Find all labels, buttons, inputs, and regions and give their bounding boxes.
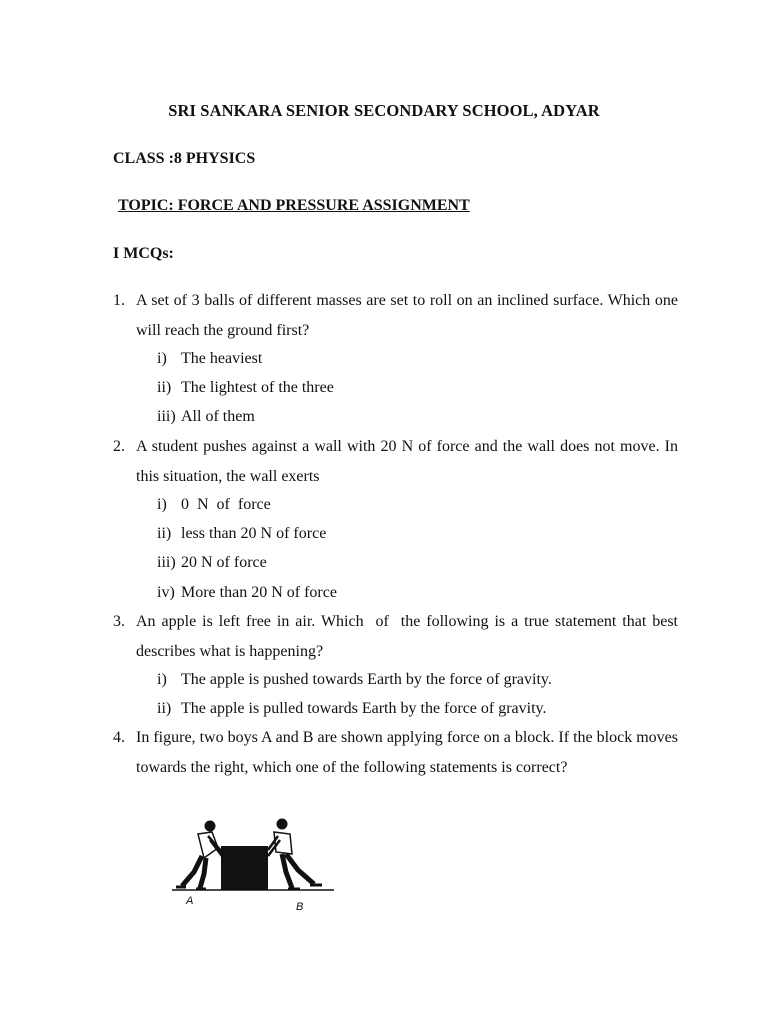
option-text: All of them bbox=[181, 408, 255, 426]
option bbox=[157, 519, 337, 548]
question-text: An apple is left free in air. Which of the following is a true statement that best describes what is happening? bbox=[136, 613, 682, 660]
option bbox=[157, 373, 334, 402]
option bbox=[157, 402, 334, 431]
question-number: 4. bbox=[113, 729, 125, 746]
option-text: The apple is pulled towards Earth by the force of gravity. bbox=[181, 700, 547, 718]
label-a: A bbox=[186, 895, 194, 907]
option-number: i) bbox=[157, 671, 167, 688]
option-text: The heaviest bbox=[181, 350, 263, 367]
option bbox=[157, 344, 334, 373]
question-number: 2. bbox=[113, 438, 125, 455]
question-2 bbox=[113, 432, 678, 491]
question-3 bbox=[113, 607, 682, 666]
option-number: iii) bbox=[157, 554, 176, 572]
block bbox=[221, 846, 268, 890]
question-number: 3. bbox=[113, 613, 125, 630]
option bbox=[157, 694, 552, 723]
option-text: More than 20 N of force bbox=[181, 583, 337, 601]
option bbox=[157, 578, 337, 607]
option-text: The apple is pushed towards Earth by the force of gravity. bbox=[181, 671, 552, 688]
option-number: iii) bbox=[157, 408, 176, 426]
assignment-topic: TOPIC: FORCE AND PRESSURE ASSIGNMENT bbox=[118, 197, 470, 214]
option-number: i) bbox=[157, 496, 167, 513]
label-b: B bbox=[296, 901, 304, 913]
option-text: 0 N of force bbox=[181, 496, 271, 513]
option-number: i) bbox=[157, 350, 167, 367]
question-number: 1. bbox=[113, 292, 125, 309]
question-text: A set of 3 balls of different masses are set to roll on an inclined surface. Which one will reach the ground first? bbox=[136, 292, 678, 339]
boy-a bbox=[176, 821, 222, 890]
question-1 bbox=[113, 286, 678, 345]
school-title: SRI SANKARA SENIOR SECONDARY SCHOOL, ADYAR bbox=[168, 101, 600, 120]
option-text: The lightest of the three bbox=[181, 379, 334, 397]
question-1-options bbox=[157, 344, 334, 432]
option bbox=[157, 548, 337, 577]
option-text: less than 20 N of force bbox=[181, 525, 327, 543]
option-text: 20 N of force bbox=[181, 554, 267, 572]
boy-b bbox=[268, 819, 322, 890]
question-text: A student pushes against a wall with 20 N of force and the wall does not move. In this situation, the wall exerts bbox=[136, 438, 678, 485]
option bbox=[157, 665, 552, 694]
two-boys-pushing-block-figure bbox=[168, 812, 338, 917]
section-heading: I MCQs: bbox=[113, 245, 174, 262]
option-number: iv) bbox=[157, 583, 175, 601]
option-number: ii) bbox=[157, 379, 172, 397]
option-number: ii) bbox=[157, 525, 172, 543]
option-number: ii) bbox=[157, 700, 172, 718]
question-3-options bbox=[157, 665, 552, 723]
question-4 bbox=[113, 723, 678, 782]
option bbox=[157, 490, 337, 519]
question-2-options bbox=[157, 490, 337, 607]
question-text: In figure, two boys A and B are shown applying force on a block. If the block moves towards the right, which one of the following statements is correct? bbox=[136, 729, 678, 776]
class-subject: CLASS :8 PHYSICS bbox=[113, 150, 256, 167]
